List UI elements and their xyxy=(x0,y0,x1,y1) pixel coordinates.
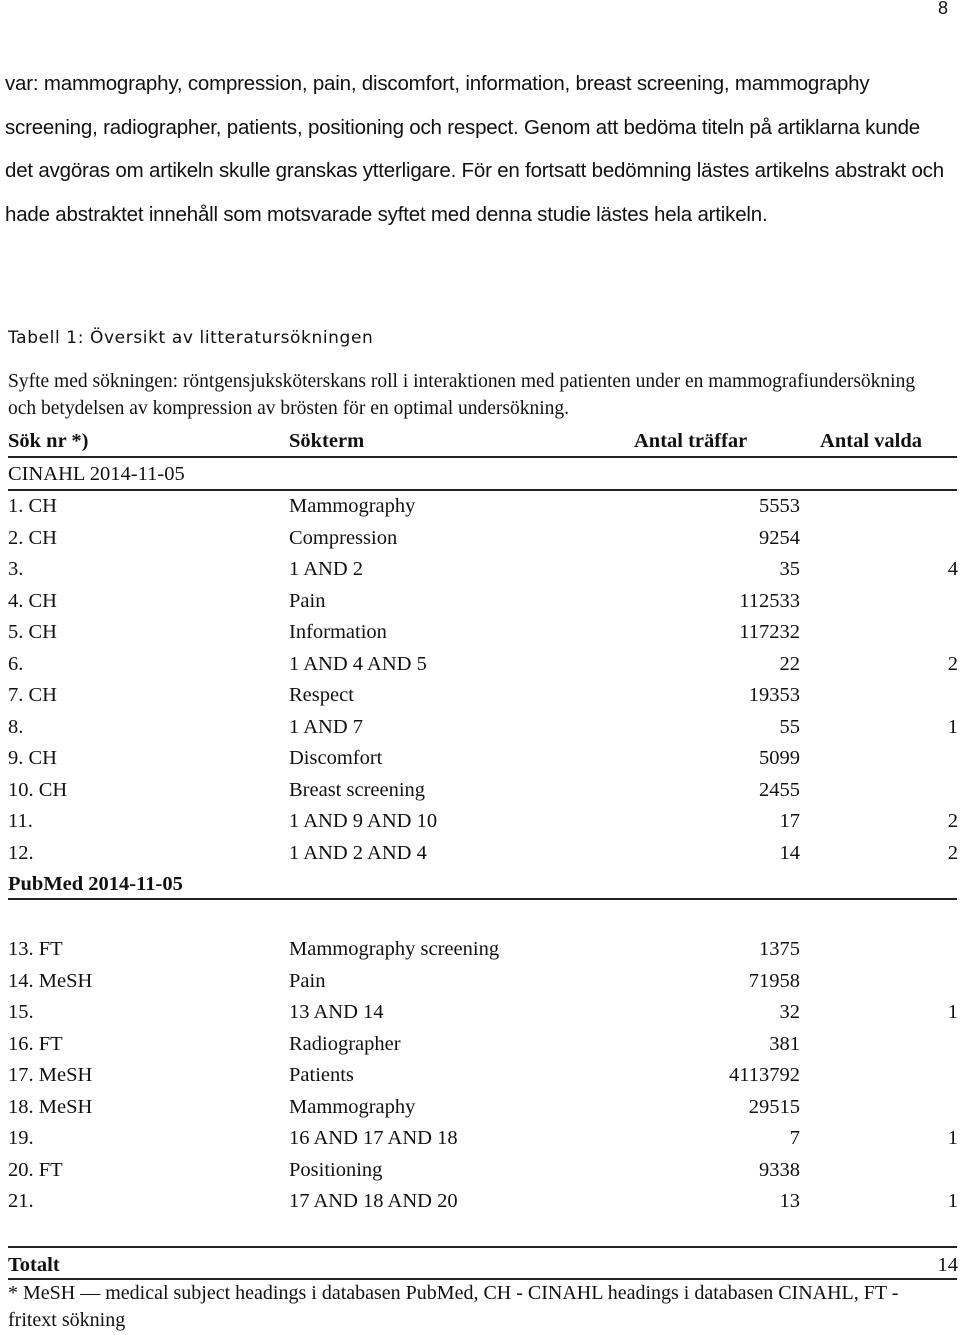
total-label: Totalt xyxy=(8,1254,60,1276)
row-hits: 9254 xyxy=(759,526,800,549)
row-selected: 1 xyxy=(947,715,958,738)
row-search-nr: 16. FT xyxy=(8,1032,63,1055)
table-caption: Tabell 1: Översikt av litteratursökningen xyxy=(8,328,374,348)
row-hits: 71958 xyxy=(748,969,800,992)
row-search-term: 16 AND 17 AND 18 xyxy=(289,1127,458,1149)
table-row xyxy=(8,649,958,679)
row-search-nr: 19. xyxy=(8,1127,34,1149)
row-hits: 1375 xyxy=(759,938,800,960)
row-search-term: Pain xyxy=(289,969,326,992)
table-row xyxy=(8,966,958,996)
row-hits: 4113792 xyxy=(729,1064,800,1086)
row-search-nr: 15. xyxy=(8,1001,34,1023)
row-search-term: Respect xyxy=(289,684,354,706)
row-selected: 1 xyxy=(947,1001,958,1023)
row-search-term: Mammography screening xyxy=(289,938,500,960)
row-hits: 32 xyxy=(779,1001,800,1023)
row-hits: 35 xyxy=(779,558,800,580)
header-rule xyxy=(8,456,957,458)
pubmed-rule xyxy=(8,898,957,900)
table-row xyxy=(8,997,958,1027)
row-search-term: Positioning xyxy=(289,1158,383,1181)
row-hits: 17 xyxy=(779,810,800,832)
total-value: 14 xyxy=(937,1254,958,1276)
row-search-term: Pain xyxy=(289,589,326,612)
table-row xyxy=(8,586,958,616)
row-hits: 22 xyxy=(779,652,800,675)
table-row xyxy=(8,491,958,521)
table-row xyxy=(8,554,958,584)
header-hits: Antal träffar xyxy=(634,430,748,452)
table-header-row xyxy=(8,426,958,456)
row-search-term: Mammography xyxy=(289,1095,416,1118)
row-search-nr: 6. xyxy=(8,652,24,675)
header-selected: Antal valda xyxy=(820,430,922,452)
row-search-nr: 1. CH xyxy=(8,495,57,517)
footnote: * MeSH — medical subject headings i databasen PubMed, CH - CINAHL headings i databasen CINAHL, FT - fritext sökning xyxy=(8,1282,899,1331)
row-hits: 112533 xyxy=(739,589,800,612)
table-row xyxy=(8,775,958,805)
row-hits: 29515 xyxy=(748,1095,800,1118)
row-search-term: 17 AND 18 AND 20 xyxy=(289,1190,458,1212)
row-search-term: 13 AND 14 xyxy=(289,1001,384,1023)
cinahl-label: CINAHL 2014-11-05 xyxy=(8,463,185,485)
pubmed-section-label xyxy=(8,869,958,899)
table-row xyxy=(8,1029,958,1059)
header-search-nr: Sök nr *) xyxy=(8,430,89,452)
row-search-nr: 9. CH xyxy=(8,747,57,769)
row-search-term: 1 AND 2 AND 4 xyxy=(289,841,427,864)
table-row xyxy=(8,838,958,868)
row-selected: 1 xyxy=(947,1127,958,1149)
row-search-term: Breast screening xyxy=(289,778,426,801)
row-selected: 2 xyxy=(947,652,958,675)
row-search-nr: 14. MeSH xyxy=(8,969,93,992)
row-hits: 55 xyxy=(779,715,800,738)
row-search-nr: 17. MeSH xyxy=(8,1064,93,1086)
row-search-nr: 21. xyxy=(8,1190,34,1212)
row-selected: 2 xyxy=(947,841,958,864)
row-search-nr: 12. xyxy=(8,841,34,864)
row-search-term: Discomfort xyxy=(289,747,383,769)
row-search-term: Radiographer xyxy=(289,1032,401,1055)
row-hits: 7 xyxy=(789,1127,800,1149)
row-search-nr: 3. xyxy=(8,558,24,580)
table-row xyxy=(8,806,958,836)
row-search-nr: 11. xyxy=(8,810,33,832)
row-search-nr: 2. CH xyxy=(8,526,57,549)
table-row xyxy=(8,1092,958,1122)
table-row xyxy=(8,1060,958,1090)
header-search-term: Sökterm xyxy=(289,430,365,452)
row-search-nr: 5. CH xyxy=(8,621,57,643)
table-row xyxy=(8,934,958,964)
row-search-term: Compression xyxy=(289,526,398,549)
row-search-term: Patients xyxy=(289,1064,354,1086)
table-row xyxy=(8,1186,958,1216)
table-row xyxy=(8,1155,958,1185)
row-hits: 13 xyxy=(779,1190,800,1212)
row-selected: 4 xyxy=(947,558,958,580)
row-search-term: 1 AND 2 xyxy=(289,558,364,580)
total-rule xyxy=(8,1246,957,1248)
row-search-nr: 8. xyxy=(8,715,24,738)
row-search-term: 1 AND 9 AND 10 xyxy=(289,810,438,832)
table-row xyxy=(8,743,958,773)
row-search-nr: 10. CH xyxy=(8,778,68,801)
table-row xyxy=(8,680,958,710)
total-row xyxy=(8,1250,958,1280)
table-row xyxy=(8,1123,958,1153)
row-search-nr: 20. FT xyxy=(8,1158,63,1181)
row-search-nr: 7. CH xyxy=(8,684,57,706)
row-hits: 2455 xyxy=(759,778,800,801)
pubmed-label: PubMed 2014-11-05 xyxy=(8,873,183,895)
row-hits: 117232 xyxy=(739,621,800,643)
row-search-nr: 13. FT xyxy=(8,938,63,960)
row-search-term: Information xyxy=(289,621,387,643)
row-hits: 5099 xyxy=(759,747,800,769)
intro-paragraph: var: mammography, compression, pain, discomfort, information, breast screening, mammography screening, radiographer, patients, positioning och respect. Genom att bedöma titeln på artiklarna kunde det avgöras om artikeln skulle granskas ytterligare. För en fortsatt bedömning lästes artikelns abstrakt och hade abstraktet innehåll som motsvarade syftet med denna studie lästes hela artikeln. xyxy=(5,72,944,226)
row-hits: 381 xyxy=(769,1032,800,1055)
row-selected: 1 xyxy=(947,1190,958,1212)
row-search-nr: 4. CH xyxy=(8,589,57,612)
row-search-term: 1 AND 4 AND 5 xyxy=(289,652,427,675)
row-selected: 2 xyxy=(947,810,958,832)
row-hits: 5553 xyxy=(759,495,800,517)
cinahl-section-label xyxy=(8,459,958,489)
row-hits: 14 xyxy=(779,841,800,864)
table-row xyxy=(8,712,958,742)
row-search-term: 1 AND 7 xyxy=(289,715,364,738)
row-search-nr: 18. MeSH xyxy=(8,1095,93,1118)
table-row xyxy=(8,617,958,647)
row-hits: 19353 xyxy=(748,684,800,706)
page-number: 8 xyxy=(937,0,948,18)
row-hits: 9338 xyxy=(759,1158,800,1181)
row-search-term: Mammography xyxy=(289,495,416,517)
search-purpose: Syfte med sökningen: röntgensjuksköterskans roll i interaktionen med patienten under en mammografiundersökning och betydelsen av kompression av brösten för en optimal undersökning. xyxy=(8,371,916,419)
table-row xyxy=(8,523,958,553)
